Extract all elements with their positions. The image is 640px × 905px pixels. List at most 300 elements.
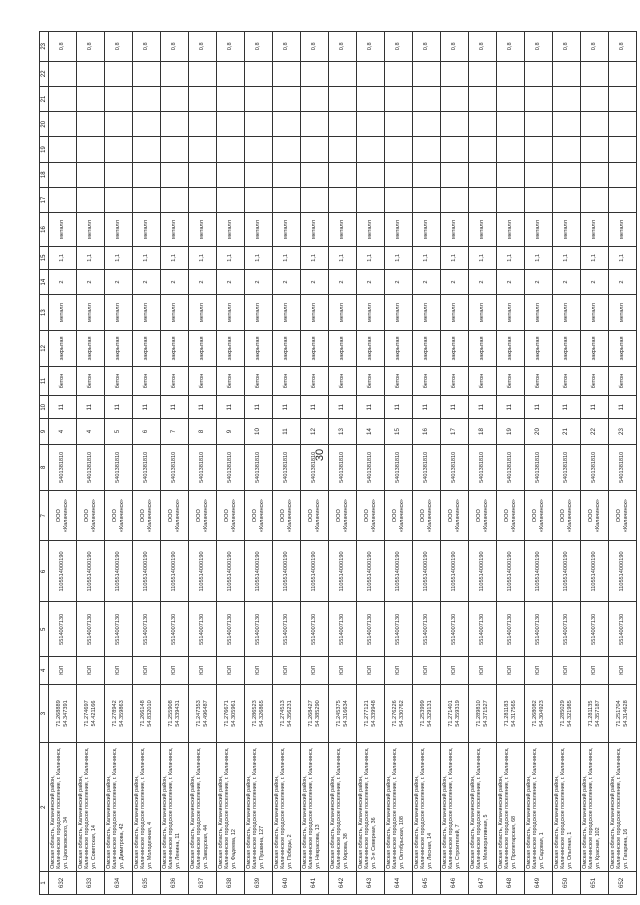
table-cell [189,187,217,212]
table-cell: 1105514000190 [77,541,105,602]
table-cell: закрытая [273,331,301,367]
coordinates-cell: 71.285029 54.321985 [553,684,581,743]
column-header: 15 [40,246,49,269]
table-cell: 5401381810 [77,444,105,490]
table-cell: металл [301,295,329,331]
table-cell: бетон [301,366,329,395]
table-cell [441,162,469,187]
table-cell: 5401381810 [553,444,581,490]
column-header: 22 [40,61,49,86]
table-cell: металл [441,295,469,331]
table-cell [161,162,189,187]
row-number: 642 [329,871,357,894]
table-cell: 11 [609,396,637,419]
address-cell: Омская область, Калачинский район, Калачинское городское поселение, г. Калачинск, ул. Опытная, 1 [553,743,581,871]
table-cell [245,86,273,111]
table-cell: 7 [161,419,189,444]
table-cell [105,86,133,111]
table-cell: металл [385,213,413,247]
table-cell: металл [385,295,413,331]
coordinates-cell: 71.268427 54.385290 [301,684,329,743]
row-number: 637 [189,871,217,894]
table-cell: бетон [441,366,469,395]
table-cell: 4 [49,419,77,444]
table-row [133,32,161,895]
table-cell: металл [49,295,77,331]
table-cell [105,112,133,137]
table-cell: 5401381810 [441,444,469,490]
table-cell: 0,8 [385,32,413,62]
table-cell [553,187,581,212]
table-cell: 1105514000190 [609,541,637,602]
table-cell [469,86,497,111]
table-cell: 1105514000190 [357,541,385,602]
table-cell: 0,8 [273,32,301,62]
table-cell [161,187,189,212]
address-cell: Омская область, Калачинский район, Калачинское городское поселение, г. Калачинск, ул. Кирова, 38 [329,743,357,871]
table-cell: закрытая [329,331,357,367]
table-cell [553,61,581,86]
table-cell: 2 [245,269,273,294]
address-cell: Омская область, Калачинский район, Калачинское городское поселение, г. Калачинск, ул. Ленина, 11 [161,743,189,871]
table-cell [49,112,77,137]
table-cell: бетон [525,366,553,395]
table-cell [273,187,301,212]
table-row [217,32,245,895]
table-cell [609,61,637,86]
table-cell: 0,8 [581,32,609,62]
registry-table-sheet [39,31,629,895]
table-cell: 2 [441,269,469,294]
row-number: 632 [49,871,77,894]
table-cell: бетон [357,366,385,395]
table-cell: металл [273,213,301,247]
table-cell: бетон [245,366,273,395]
table-cell: 11 [217,396,245,419]
table-cell: 11 [497,396,525,419]
address-cell: Омская область, Калачинский район, Калачинское городское поселение, г. Калачинск, ул. Победы, 2 [273,743,301,871]
table-cell: металл [581,213,609,247]
table-cell: 0,8 [357,32,385,62]
table-cell [161,137,189,162]
table-cell [133,86,161,111]
table-cell [105,187,133,212]
table-cell [217,86,245,111]
table-cell: 2 [161,269,189,294]
table-cell: 5401381810 [161,444,189,490]
table-cell: металл [301,213,329,247]
table-cell [497,187,525,212]
row-number: 640 [273,871,301,894]
table-cell: 5514007130 [161,602,189,657]
registry-table [39,31,637,895]
table-cell: бетон [133,366,161,395]
table-cell: металл [329,213,357,247]
table-cell: металл [245,213,273,247]
table-cell: бетон [581,366,609,395]
table-cell [413,137,441,162]
table-cell [245,61,273,86]
row-number: 636 [161,871,189,894]
table-cell: 1,1 [525,246,553,269]
column-header: 14 [40,269,49,294]
table-cell: 1,1 [217,246,245,269]
table-cell: металл [441,213,469,247]
table-cell [525,187,553,212]
table-cell: 1105514000190 [385,541,413,602]
table-cell: 2 [469,269,497,294]
table-cell: 1105514000190 [273,541,301,602]
table-cell [357,112,385,137]
coordinates-cell: 71.255908 54.339431 [161,684,189,743]
table-cell: 1,1 [189,246,217,269]
table-cell: 8 [189,419,217,444]
coordinates-cell: 71.268889 54.347391 [49,684,77,743]
rotated-table-wrapper [39,31,629,895]
table-cell [525,112,553,137]
table-cell: 5514007130 [525,602,553,657]
table-cell [525,61,553,86]
table-cell [133,61,161,86]
table-cell: 1105514000190 [189,541,217,602]
table-cell [581,137,609,162]
table-cell [77,137,105,162]
row-number: 646 [441,871,469,894]
table-cell [245,187,273,212]
table-cell [189,137,217,162]
table-cell [385,187,413,212]
table-cell: 19 [497,419,525,444]
row-number: 641 [301,871,329,894]
table-cell [497,112,525,137]
table-cell: 2 [581,269,609,294]
table-cell: 2 [553,269,581,294]
table-body [40,32,637,895]
table-row [329,32,357,895]
table-cell [357,187,385,212]
column-header: 17 [40,187,49,212]
table-cell: бетон [385,366,413,395]
table-cell: 5514007130 [609,602,637,657]
table-cell [217,137,245,162]
table-cell: закрытая [413,331,441,367]
table-cell: 1105514000190 [469,541,497,602]
table-cell [469,61,497,86]
address-cell: Омская область, Калачинский район, Калачинское городское поселение, г. Калачинск, ул. Советская, 14 [77,743,105,871]
table-cell: металл [189,295,217,331]
table-cell: 11 [329,396,357,419]
table-cell: 5401381810 [497,444,525,490]
table-cell: металл [189,213,217,247]
table-row [609,32,637,895]
table-cell [329,162,357,187]
table-cell: 16 [413,419,441,444]
table-cell: 2 [301,269,329,294]
table-cell: бетон [553,366,581,395]
table-cell: металл [133,295,161,331]
coordinates-cell: 71.247353 54.496487 [189,684,217,743]
table-row [497,32,525,895]
table-cell: 5 [105,419,133,444]
coordinates-cell: 71.276671 54.305961 [217,684,245,743]
table-cell: металл [553,213,581,247]
address-cell: Омская область, Калачинский район, Калачинское городское поселение, г. Калачинск, ул. 3-я Северная, 36 [357,743,385,871]
table-cell [357,86,385,111]
table-cell [133,112,161,137]
column-header: 21 [40,86,49,111]
table-cell: 1105514000190 [329,541,357,602]
table-cell: металл [357,213,385,247]
row-number: 644 [385,871,413,894]
table-row [357,32,385,895]
table-cell [133,137,161,162]
table-cell [357,137,385,162]
table-cell: металл [133,213,161,247]
table-cell [189,61,217,86]
table-cell [497,61,525,86]
table-cell: 1,1 [245,246,273,269]
organization-cell: ООО «Калачинск» [133,490,161,541]
table-cell: 1105514000190 [413,541,441,602]
table-cell: 1105514000190 [217,541,245,602]
table-row [161,32,189,895]
table-cell: 2 [357,269,385,294]
table-cell: закрытая [357,331,385,367]
table-cell: 1,1 [77,246,105,269]
row-number: 635 [133,871,161,894]
table-cell: бетон [49,366,77,395]
table-cell: 1,1 [357,246,385,269]
coordinates-cell: 71.271401 54.359319 [441,684,469,743]
page-number: 30 [314,448,326,462]
table-cell [301,112,329,137]
column-header: 18 [40,162,49,187]
table-cell: 1105514000190 [245,541,273,602]
table-cell: 0,8 [413,32,441,62]
column-header: 10 [40,396,49,419]
table-cell [161,86,189,111]
table-cell: ЮЛ [385,657,413,684]
column-header: 9 [40,419,49,444]
table-cell: 5514007130 [329,602,357,657]
table-cell: металл [357,295,385,331]
address-cell: Омская область, Калачинский район, Калачинское городское поселение, г. Калачинск, ул. Димитрова, 42 [105,743,133,871]
table-cell: 13 [329,419,357,444]
table-cell [49,187,77,212]
table-cell [441,137,469,162]
table-cell: 11 [525,396,553,419]
table-cell: ЮЛ [441,657,469,684]
table-cell [217,61,245,86]
table-cell: 5401381810 [105,444,133,490]
table-cell: металл [413,213,441,247]
table-cell: 5401381810 [525,444,553,490]
table-cell: металл [553,295,581,331]
table-cell [469,187,497,212]
table-cell: 23 [609,419,637,444]
organization-cell: ООО «Калачинск» [469,490,497,541]
coordinates-cell: 71.277121 54.339948 [357,684,385,743]
table-cell: бетон [105,366,133,395]
table-cell: 1105514000190 [49,541,77,602]
table-cell: 11 [301,396,329,419]
coordinates-cell: 71.278942 54.359863 [105,684,133,743]
table-cell: 5401381810 [413,444,441,490]
organization-cell: ООО «Калачинск» [273,490,301,541]
table-cell [357,61,385,86]
table-cell: 0,8 [553,32,581,62]
table-cell: 0,8 [77,32,105,62]
table-cell: закрытая [581,331,609,367]
table-cell: закрытая [217,331,245,367]
organization-cell: ООО «Калачинск» [105,490,133,541]
table-cell [77,61,105,86]
table-cell: 15 [385,419,413,444]
coordinates-cell: 71.253999 54.329131 [413,684,441,743]
address-cell: Омская область, Калачинский район, Калачинское городское поселение, г. Калачинск, ул. Заводская, 44 [189,743,217,871]
table-cell: 5514007130 [553,602,581,657]
table-cell: ЮЛ [357,657,385,684]
table-cell [105,61,133,86]
table-cell [609,112,637,137]
table-cell: 11 [581,396,609,419]
table-cell: металл [77,295,105,331]
table-cell: металл [217,213,245,247]
table-cell: ЮЛ [161,657,189,684]
address-cell: Омская область, Калачинский район, Калачинское городское поселение, г. Калачинск, ул. Молодежная, 4 [133,743,161,871]
table-cell: ЮЛ [105,657,133,684]
table-cell: закрытая [385,331,413,367]
table-cell [49,86,77,111]
table-cell: закрытая [189,331,217,367]
address-cell: Омская область, Калачинский район, Калачинское городское поселение, г. Калачинск, ул. Некрасова, 13 [301,743,329,871]
organization-cell: ООО «Калачинск» [413,490,441,541]
table-cell: 11 [273,396,301,419]
table-cell: бетон [273,366,301,395]
coordinates-cell: 71.289810 54.371527 [469,684,497,743]
table-cell: закрытая [133,331,161,367]
row-number: 648 [497,871,525,894]
table-cell: 2 [105,269,133,294]
column-header: 23 [40,32,49,62]
table-cell: 0,8 [105,32,133,62]
table-cell [161,112,189,137]
table-cell: 1105514000190 [553,541,581,602]
table-row [77,32,105,895]
table-cell [581,162,609,187]
organization-cell: ООО «Калачинск» [301,490,329,541]
table-cell: бетон [413,366,441,395]
table-cell [273,112,301,137]
table-cell: 6 [133,419,161,444]
table-cell: 5401381810 [581,444,609,490]
table-cell: 5401381810 [357,444,385,490]
table-cell: 11 [161,396,189,419]
table-row [385,32,413,895]
table-cell: 1,1 [413,246,441,269]
table-cell: ЮЛ [301,657,329,684]
table-row [49,32,77,895]
table-cell: закрытая [49,331,77,367]
table-cell [385,137,413,162]
table-cell: 5514007130 [581,602,609,657]
table-cell [133,187,161,212]
table-cell: 1,1 [161,246,189,269]
table-cell: 0,8 [301,32,329,62]
table-cell: металл [469,295,497,331]
table-cell: 2 [329,269,357,294]
table-cell: 9 [217,419,245,444]
table-cell: металл [273,295,301,331]
table-cell: 11 [49,396,77,419]
table-cell: 10 [245,419,273,444]
column-header: 7 [40,490,49,541]
table-cell [301,137,329,162]
table-cell: 2 [189,269,217,294]
table-cell: ЮЛ [329,657,357,684]
coordinates-cell: 71.251704 54.314628 [609,684,637,743]
column-header: 16 [40,213,49,247]
table-cell [581,187,609,212]
table-cell: 0,8 [329,32,357,62]
address-cell: Омская область, Калачинский район, Калачинское городское поселение, г. Калачинск, ул. Красная, 102 [581,743,609,871]
table-cell: 11 [385,396,413,419]
row-number: 649 [525,871,553,894]
table-cell [245,162,273,187]
organization-cell: ООО «Калачинск» [385,490,413,541]
column-header: 19 [40,137,49,162]
table-cell: закрытая [469,331,497,367]
table-cell: 0,8 [497,32,525,62]
table-cell: 2 [273,269,301,294]
table-cell [329,137,357,162]
table-cell: металл [217,295,245,331]
table-cell: 5514007130 [413,602,441,657]
table-cell: 1105514000190 [105,541,133,602]
table-cell: 1,1 [441,246,469,269]
table-cell: 0,8 [525,32,553,62]
coordinates-cell: 71.286523 54.326865 [245,684,273,743]
table-cell: 12 [301,419,329,444]
row-number: 652 [609,871,637,894]
table-cell: 1105514000190 [581,541,609,602]
table-cell: закрытая [441,331,469,367]
header-row [40,32,49,895]
table-cell: 1,1 [301,246,329,269]
table-cell: 5401381810 [609,444,637,490]
table-row [301,32,329,895]
row-number: 633 [77,871,105,894]
table-cell [581,86,609,111]
table-cell: 1,1 [329,246,357,269]
table-cell: 5514007130 [357,602,385,657]
column-header: 13 [40,295,49,331]
table-cell [329,112,357,137]
table-cell: металл [105,295,133,331]
table-cell [77,162,105,187]
table-cell: ЮЛ [49,657,77,684]
address-cell: Омская область, Калачинский район, Калачинское городское поселение, г. Калачинск, ул. Циолковского, 34 [49,743,77,871]
table-cell [441,112,469,137]
column-header: 20 [40,112,49,137]
table-cell [581,61,609,86]
row-number: 647 [469,871,497,894]
table-cell: ЮЛ [553,657,581,684]
table-cell: ЮЛ [609,657,637,684]
table-cell: бетон [497,366,525,395]
table-cell [105,162,133,187]
table-cell [497,162,525,187]
